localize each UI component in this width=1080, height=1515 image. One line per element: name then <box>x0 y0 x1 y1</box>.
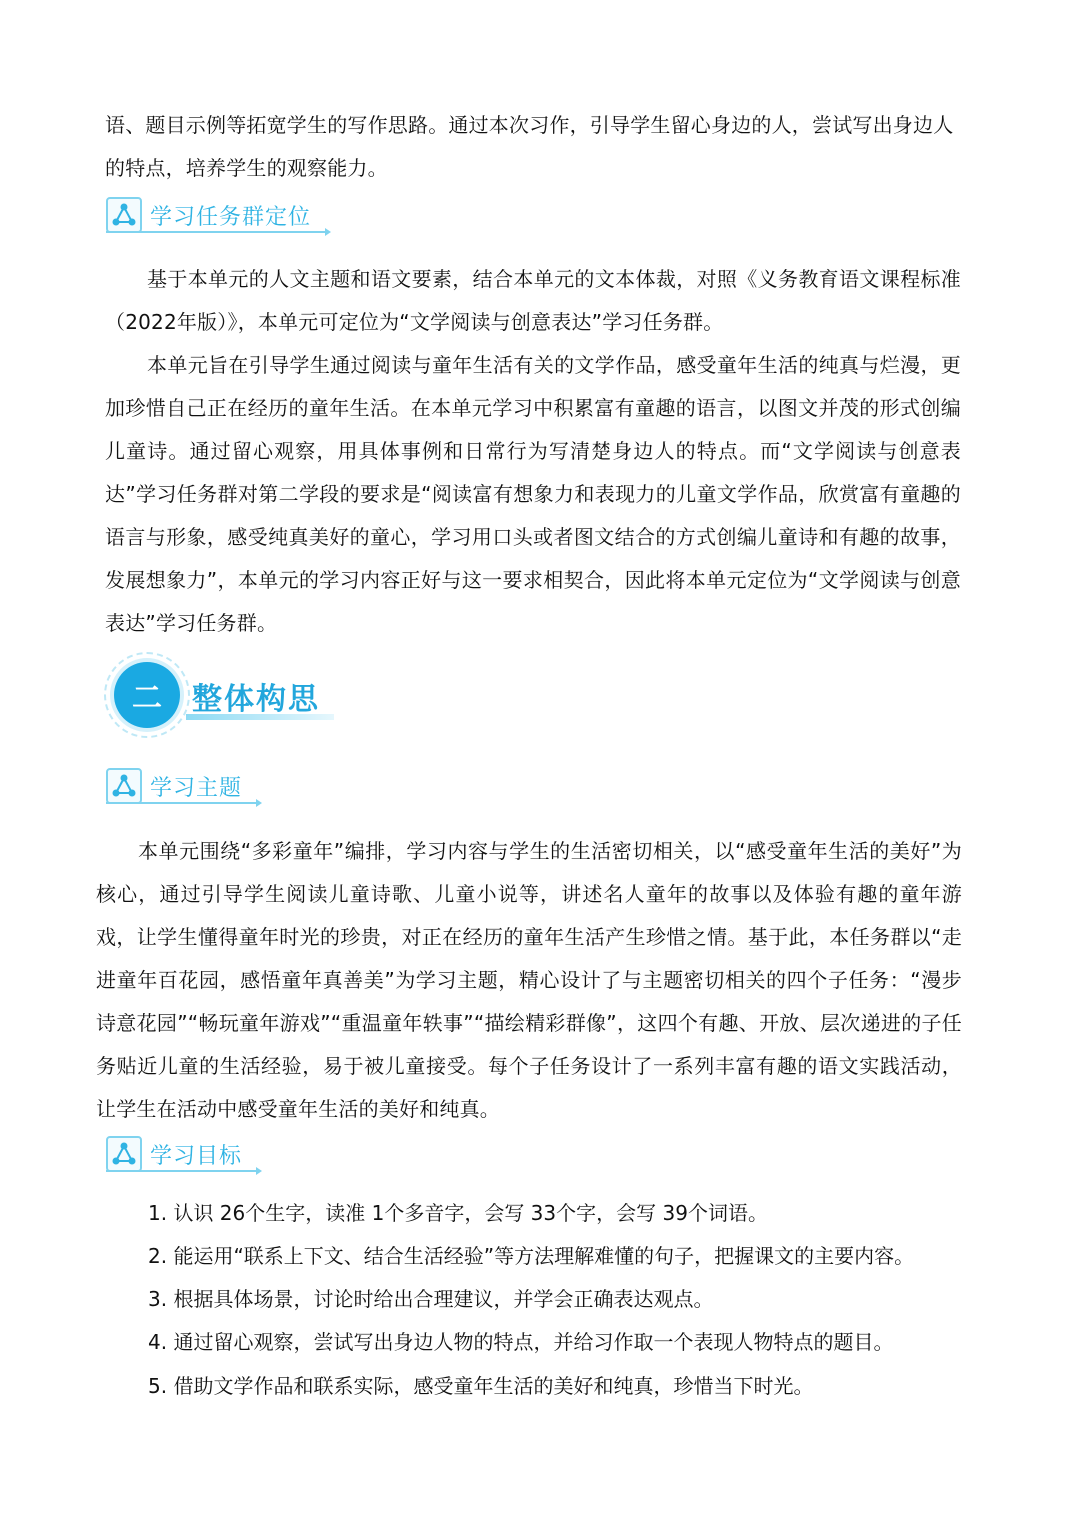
section-heading-positioning <box>106 197 325 235</box>
intro-line-2: 的特点，培养学生的观察能力。 <box>105 156 388 180</box>
section-title: 学习目标 <box>150 1143 243 1169</box>
goal-item-1: 1. 认识 26个生字，读准 1个多音字，会写 33个字，会写 39个词语。 <box>148 1201 768 1225</box>
positioning-paragraph-1: 基于本单元的人文主题和语文要素，结合本单元的文本体裁，对照《义务教育语文课程标准（2022年版）》，本单元可定位为“文学阅读与创意表达”学习任务群。 <box>105 267 961 334</box>
goal-item-4: 4. 通过留心观察，尝试写出身边人物的特点，并给习作取一个表现人物特点的题目。 <box>148 1330 894 1354</box>
chapter-number-badge: 二 <box>114 662 180 728</box>
goal-item-5: 5. 借助文学作品和联系实际，感受童年生活的美好和纯真，珍惜当下时光。 <box>148 1374 814 1398</box>
positioning-paragraph-2: 本单元旨在引导学生通过阅读与童年生活有关的文学作品，感受童年生活的纯真与烂漫，更加珍惜自己正在经历的童年生活。在本单元学习中积累富有童趣的语言，以图文并茂的形式创编儿童诗。通过留心观察，用具体事例和日常行为写清楚身边人的特点。而“文学阅读与创意表达”学习任务群对第二学段的要求是“阅读富有想象力和表现力的儿童文学作品，欣赏富有童趣的语言与形象，感受纯真美好的童心，学习用口头或者图文结合的方式创编儿童诗和有趣的故事，发展想象力”，本单元的学习内容正好与这一要求相契合，因此将本单元定位为“文学阅读与创意表达”学习任务群。 <box>105 353 961 635</box>
network-triangle-icon <box>106 197 142 233</box>
goal-item-3: 3. 根据具体场景，讨论时给出合理建议，并学会正确表达观点。 <box>148 1287 714 1311</box>
theme-paragraph: 本单元围绕“多彩童年”编排，学习内容与学生的生活密切相关，以“感受童年生活的美好”为核心，通过引导学生阅读儿童诗歌、儿童小说等，讲述名人童年的故事以及体验有趣的童年游戏，让学生懂得童年时光的珍贵，对正在经历的童年生活产生珍惜之情。基于此，本任务群以“走进童年百花园，感悟童年真善美”为学习主题，精心设计了与主题密切相关的四个子任务：“漫步诗意花园”“畅玩童年游戏”“重温童年轶事”“描绘精彩群像”，这四个有趣、开放、层次递进的子任务贴近儿童的生活经验，易于被儿童接受。每个子任务设计了一系列丰富有趣的语文实践活动，让学生在活动中感受童年生活的美好和纯真。 <box>96 839 962 1121</box>
section-title: 学习主题 <box>150 775 243 801</box>
goal-item-2: 2. 能运用“联系上下文、结合生活经验”等方法理解难懂的句子，把握课文的主要内容。 <box>148 1244 915 1268</box>
chapter-title: 整体构思 <box>192 682 320 717</box>
section-heading-goals <box>106 1136 256 1174</box>
intro-line-1: 语、题目示例等拓宽学生的写作思路。通过本次习作，引导学生留心身边的人，尝试写出身边人 <box>105 113 954 137</box>
section-title: 学习任务群定位 <box>150 204 312 230</box>
chapter-heading <box>100 648 340 744</box>
network-triangle-icon <box>106 1136 142 1172</box>
network-triangle-icon <box>106 768 142 804</box>
section-heading-theme <box>106 768 256 806</box>
